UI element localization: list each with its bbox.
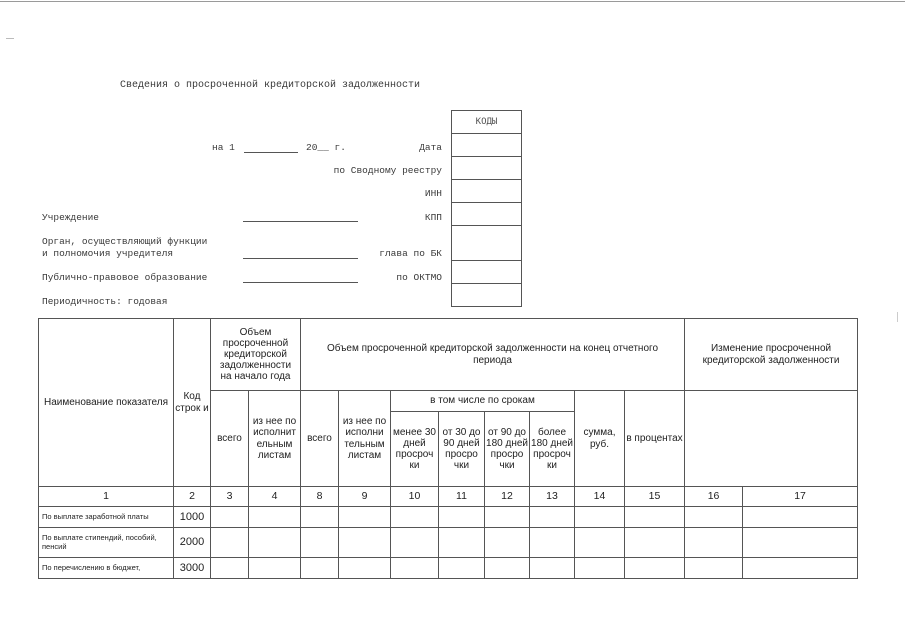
header-start-group: Объем просроченной кредиторской задолженности на начало года [211,319,301,391]
code-label-inn: ИНН [424,188,442,199]
data-cell[interactable] [530,558,575,579]
code-label-date: Дата [419,142,442,153]
column-number: 14 [575,487,625,507]
codes-header: КОДЫ [452,111,522,134]
data-cell[interactable] [339,528,391,558]
date-year: 20__ г. [306,142,346,153]
periodicity-label: Периодичность: годовая [42,296,168,307]
institution-label: Учреждение [42,212,100,223]
column-number: 2 [174,487,211,507]
table-row [39,528,858,558]
header-term-90-180: от 90 до 180 дней просро чки [485,412,530,487]
header-name: Наименование показателя [39,319,174,487]
column-numbers-row [39,487,858,507]
scan-top-edge-line [0,1,905,2]
header-change-group: Изменение просроченной кредиторской задолженности [685,319,858,391]
column-number: 15 [625,487,685,507]
column-number: 13 [530,487,575,507]
data-cell[interactable] [485,558,530,579]
row-code: 1000 [174,507,211,528]
data-cell[interactable] [339,558,391,579]
table-row [39,507,858,528]
authority-blank-line [243,258,358,259]
authority-label-line1: Орган, осуществляющий функции [42,236,208,247]
column-number: 8 [301,487,339,507]
row-label: По перечислению в бюджет, [39,558,174,579]
header-end-group: Объем просроченной кредиторской задолженности на конец отчетного периода [301,319,685,391]
data-cell[interactable] [439,558,485,579]
header-start-writs: из нее по исполнит ельным листам [249,391,301,487]
data-cell[interactable] [301,558,339,579]
public-entity-blank-line [243,282,358,283]
row-code: 2000 [174,528,211,558]
data-cell[interactable] [339,507,391,528]
data-cell[interactable] [575,507,625,528]
column-number: 12 [485,487,530,507]
data-cell[interactable] [391,558,439,579]
row-code: 3000 [174,558,211,579]
data-cell[interactable] [301,507,339,528]
header-term-30-90: от 30 до 90 дней просро чки [439,412,485,487]
data-cell[interactable] [625,558,685,579]
authority-label-line2: и полномочия учредителя [42,248,174,259]
scan-artifact-mark [897,312,898,322]
column-number: 17 [743,487,858,507]
data-cell[interactable] [685,507,743,528]
column-number: 4 [249,487,301,507]
column-number: 9 [339,487,391,507]
data-cell[interactable] [743,528,858,558]
column-number: 11 [439,487,485,507]
header-change-sum: сумма, руб. [575,391,625,487]
code-cell-date[interactable] [452,134,522,157]
code-label-registry: по Сводному реестру [333,165,442,176]
code-label-oktmo: по ОКТМО [396,272,442,283]
data-cell[interactable] [439,507,485,528]
data-cell[interactable] [685,558,743,579]
header-code: Код строк и [174,319,211,487]
data-cell[interactable] [301,528,339,558]
header-end-writs: из нее по исполни тельным листам [339,391,391,487]
date-blank-line [244,152,298,153]
data-cell[interactable] [439,528,485,558]
header-term-lt30: менее 30 дней просроч ки [391,412,439,487]
data-cell[interactable] [743,507,858,528]
row-label: По выплате заработной платы [39,507,174,528]
date-prefix: на 1 [212,142,235,153]
header-term-gt180: более 180 дней просроч ки [530,412,575,487]
scan-artifact-mark [6,38,14,39]
header-end-total: всего [301,391,339,487]
codes-box [451,110,522,307]
column-number: 16 [685,487,743,507]
data-cell[interactable] [211,507,249,528]
code-label-kpp: КПП [424,212,442,223]
code-cell-inn[interactable] [452,180,522,203]
data-cell[interactable] [249,507,301,528]
code-cell-extra[interactable] [452,284,522,307]
institution-blank-line [243,221,358,222]
row-label: По выплате стипендий, пособий, пенсий [39,528,174,558]
data-cell[interactable] [485,507,530,528]
data-cell[interactable] [530,528,575,558]
code-cell-oktmo[interactable] [452,261,522,284]
column-number: 10 [391,487,439,507]
data-cell[interactable] [575,528,625,558]
data-cell[interactable] [249,528,301,558]
overdue-payables-table [38,318,858,579]
header-terms-group: в том числе по срокам [391,391,575,412]
data-cell[interactable] [211,558,249,579]
data-cell[interactable] [625,528,685,558]
column-number: 1 [39,487,174,507]
data-cell[interactable] [575,558,625,579]
data-cell[interactable] [391,507,439,528]
data-cell[interactable] [249,558,301,579]
public-entity-label: Публично-правовое образование [42,272,208,283]
data-cell[interactable] [530,507,575,528]
code-cell-registry[interactable] [452,157,522,180]
code-cell-bk[interactable] [452,226,522,261]
code-cell-kpp[interactable] [452,203,522,226]
table-row [39,558,858,579]
page-title: Сведения о просроченной кредиторской задолженности [120,80,421,91]
data-cell[interactable] [743,558,858,579]
data-cell[interactable] [685,528,743,558]
header-change-pct: в процентах [625,391,685,487]
header-start-total: всего [211,391,249,487]
code-label-bk: глава по БК [379,248,442,259]
column-number: 3 [211,487,249,507]
data-cell[interactable] [485,528,530,558]
data-cell[interactable] [625,507,685,528]
data-cell[interactable] [391,528,439,558]
data-cell[interactable] [211,528,249,558]
